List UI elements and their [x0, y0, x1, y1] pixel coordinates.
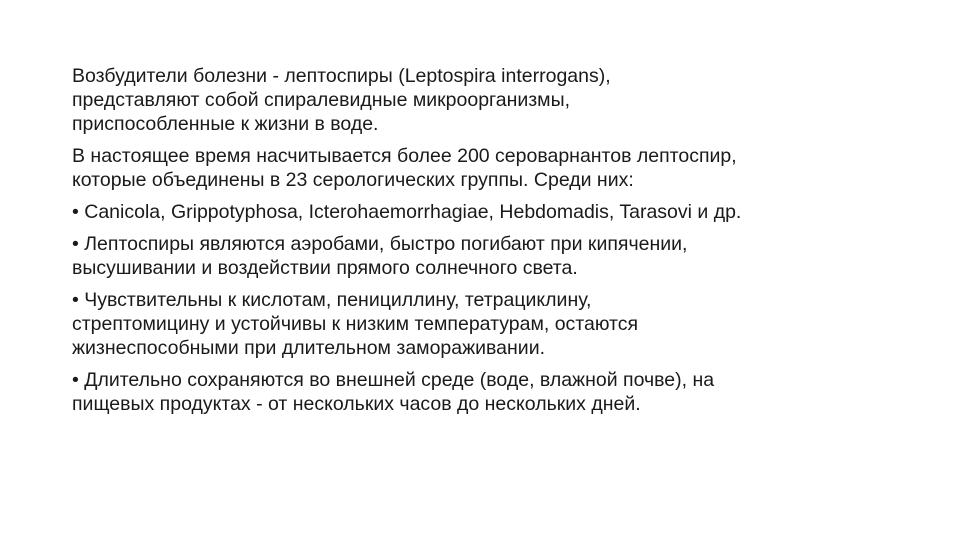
bullet-survival	[72, 368, 920, 416]
bullet-serogroup-list	[72, 200, 920, 224]
bullet-aerobes	[72, 232, 920, 280]
text-line: жизнеспособными при длительном замораживании.	[72, 337, 545, 359]
paragraph-serovars	[72, 144, 920, 192]
paragraph-pathogen-intro	[72, 64, 920, 136]
text-line: приспособленные к жизни в воде.	[72, 113, 379, 135]
text-line: • Длительно сохраняются во внешней среде (воде, влажной почве), на	[72, 369, 715, 391]
text-line: Возбудители болезни - лептоспиры (Leptospira interrogans),	[72, 65, 611, 87]
text-line: высушивании и воздействии прямого солнечного света.	[72, 257, 578, 279]
text-line: В настоящее время насчитывается более 200 сероварнантов лептоспир,	[72, 145, 737, 167]
text-line: представляют собой спиралевидные микроорганизмы,	[72, 89, 571, 111]
bullet-sensitivity	[72, 288, 920, 360]
text-line: стрептомицину и устойчивы к низким температурам, остаются	[72, 313, 639, 335]
text-line: • Лептоспиры являются аэробами, быстро погибают при кипячении,	[72, 233, 688, 255]
text-line: которые объединены в 23 серологических группы. Среди них:	[72, 169, 634, 191]
text-line: пищевых продуктах - от нескольких часов до нескольких дней.	[72, 393, 641, 415]
text-line: • Canicola, Grippotyphosa, Icterohaemorrhagiae, Hebdomadis, Tarasovi и др.	[72, 201, 742, 223]
text-line: • Чувствительны к кислотам, пенициллину, тетрациклину,	[72, 289, 592, 311]
